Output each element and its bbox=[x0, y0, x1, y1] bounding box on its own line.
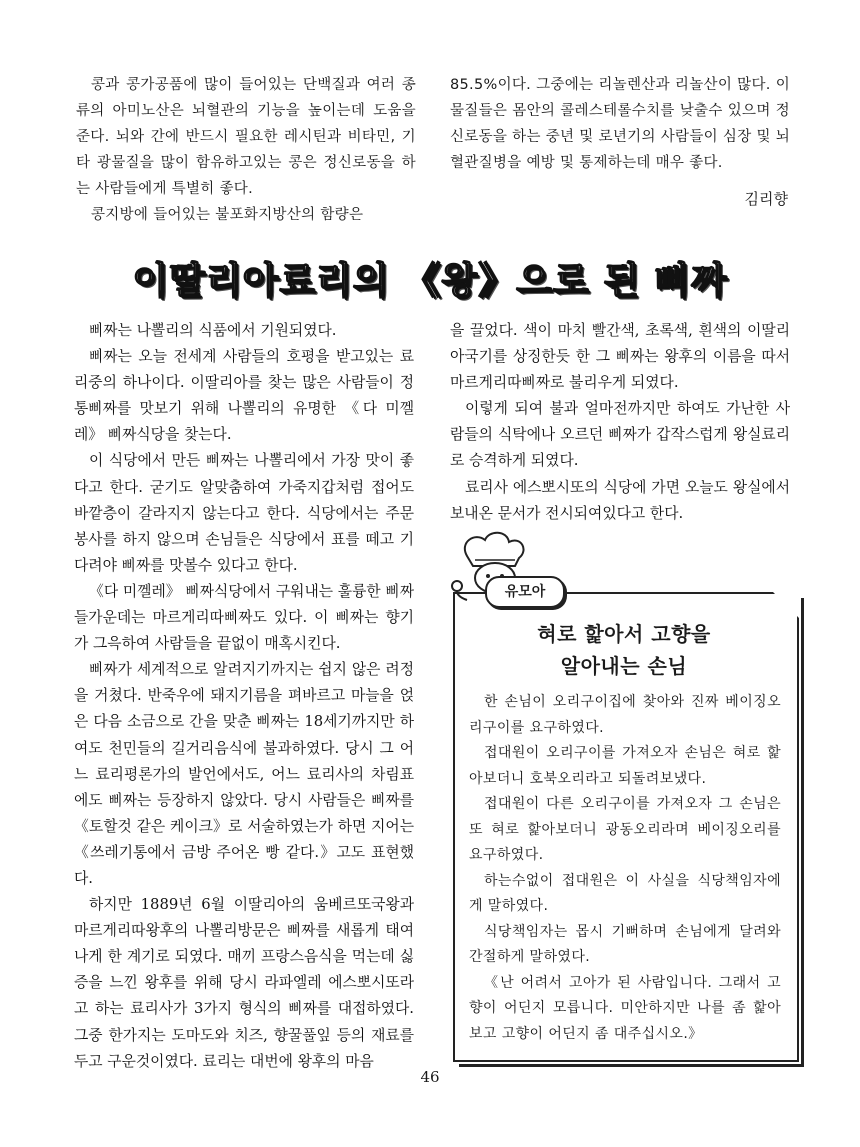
main-left-paragraph-4: 《다 미껠레》 삐짜식당에서 구워내는 훌륭한 삐짜들가운데는 마르게리따삐짜도 있다. 이 삐짜는 향기가 그윽하여 사람들을 끝없이 매혹시킨다. bbox=[74, 582, 414, 653]
main-left-paragraph-1: 삐짜는 나뽈리의 식품에서 기원되였다. bbox=[89, 322, 337, 339]
top-right-paragraph-1: 85.5%이다. 그중에는 리놀렌산과 리놀산이 많다. 이 물질들은 몸안의 콜레스테롤수치를 낮출수 있으며 정신로동을 하는 중년 및 로년기의 사람들이 심장 및 뇌혈관질병을 예방 및 통제하는데 매우 좋다. bbox=[450, 77, 790, 171]
main-left-paragraph-6: 하지만 1889년 6월 이딸리아의 움베르또국왕과 마르게리따왕후의 나뽈리방문은 삐짜를 새롭게 태여나게 한 계기로 되였다. 매끼 프랑스음식을 먹는데 싫증을 느낀 왕후를 위해 당시 라파엘레 에스뽀시또라고 하는 료리사가 3가지 형식의 삐짜를 대접하였다. 그중 한가지는 도마도와 치즈, 향꿀풀잎 등의 재료를 두고 구운것이였다. 료리는 대번에 왕후의 마음 bbox=[74, 896, 414, 1070]
main-left-paragraph-5: 삐짜가 세계적으로 알려지기까지는 쉽지 않은 려정을 거쳤다. 반죽우에 돼지기름을 펴바르고 마늘을 얹은 다음 소금으로 간을 맞춘 삐짜는 18세기까지만 하여도 천민들의 길거리음식에 불과하였다. 당시 그 어느 료리평론가의 발언에서도, 어느 료리사의 차림표에도 삐짜는 등장하지 않았다. 당시 사람들은 삐짜를 《토할것 같은 케이크》로 서술하였는가 하면 지어는 《쓰레기통에서 금방 주어온 빵 같다.》고도 표현했다. bbox=[74, 661, 414, 887]
main-left-paragraph-3: 이 식당에서 만든 삐짜는 나뽈리에서 가장 맛이 좋다고 한다. 굳기도 알맞춤하여 가죽지갑처럼 접어도 바깥층이 갈라지지 않는다고 한다. 식당에서는 주문봉사를 하지 않으며 손님들은 식당에서 표를 떼고 기다려야 삐짜를 맛볼수 있다고 한다. bbox=[74, 452, 414, 574]
humor-paragraph-4: 하는수없이 접대원은 이 사실을 식당책임자에게 말하였다. bbox=[469, 872, 781, 914]
humor-title-line-2: 알아내는 손님 bbox=[560, 654, 688, 678]
humor-paragraph-6: 《난 어려서 고아가 된 사람입니다. 그래서 고향이 어딘지 모릅니다. 미안하지만 나를 좀 핥아보고 고향이 어딘지 좀 대주십시오.》 bbox=[469, 974, 781, 1042]
page-number: 46 bbox=[420, 1068, 440, 1086]
humor-title-line-1: 혀로 핥아서 고향을 bbox=[537, 622, 711, 646]
author-byline: 김리향 bbox=[744, 190, 788, 208]
humor-title bbox=[453, 618, 795, 682]
page-curl-corner bbox=[771, 590, 801, 620]
humor-body bbox=[469, 690, 781, 1047]
top-left-paragraph-2: 콩지방에 들어있는 불포화지방산의 함량은 bbox=[91, 207, 364, 223]
humor-paragraph-2: 접대원이 오리구이를 가져오자 손님은 혀로 핥아보더니 호북오리라고 되돌려보냈다. bbox=[469, 745, 781, 787]
main-article-left-column bbox=[74, 318, 414, 1075]
top-article-right-column bbox=[450, 72, 790, 176]
main-left-paragraph-2: 삐짜는 오늘 전세계 사람들의 호평을 받고있는 료리중의 하나이다. 이딸리아를 찾는 많은 사람들이 정통삐짜를 맛보기 위해 나뽈리의 유명한 《다 미껠레》 삐짜식당을 찾는다. bbox=[74, 348, 414, 444]
article-headline: 이딸리아료리의 《왕》으로 된 삐짜 bbox=[132, 259, 728, 302]
main-right-paragraph-2: 이렇게 되여 불과 얼마전까지만 하여도 가난한 사람들의 식탁에나 오르던 삐짜가 갑작스럽게 왕실료리로 승격하게 되였다. bbox=[450, 400, 790, 470]
humor-badge: 유모아 bbox=[485, 576, 565, 608]
top-article-left-column bbox=[76, 72, 416, 228]
humor-section bbox=[445, 530, 805, 1070]
humor-paragraph-1: 한 손님이 오리구이집에 찾아와 진짜 베이징오리구이를 요구하였다. bbox=[469, 694, 781, 736]
top-left-paragraph-1: 콩과 콩가공품에 많이 들어있는 단백질과 여러 종류의 아미노산은 뇌혈관의 기능을 높이는데 도움을 준다. 뇌와 간에 반드시 필요한 레시틴과 비타민, 기타 광물질을 많이 함유하고있는 콩은 정신로동을 하는 사람들에게 특별히 좋다. bbox=[76, 77, 416, 197]
humor-paragraph-5: 식당책임자는 몹시 기뻐하며 손님에게 달려와 간절하게 말하였다. bbox=[469, 923, 781, 965]
humor-paragraph-3: 접대원이 다른 오리구이를 가져오자 그 손님은 또 혀로 핥아보더니 광동오리라며 베이징오리를 요구하였다. bbox=[469, 796, 781, 863]
main-right-paragraph-1: 을 끌었다. 색이 마치 빨간색, 초록색, 흰색의 이딸리아국기를 상징한듯 한 그 삐짜는 왕후의 이름을 따서 마르게리따삐짜로 불리우게 되였다. bbox=[450, 322, 790, 392]
main-article-right-column bbox=[450, 318, 790, 527]
main-right-paragraph-3: 료리사 에스뽀시또의 식당에 가면 오늘도 왕실에서 보내온 문서가 전시되여있다고 한다. bbox=[450, 478, 790, 522]
